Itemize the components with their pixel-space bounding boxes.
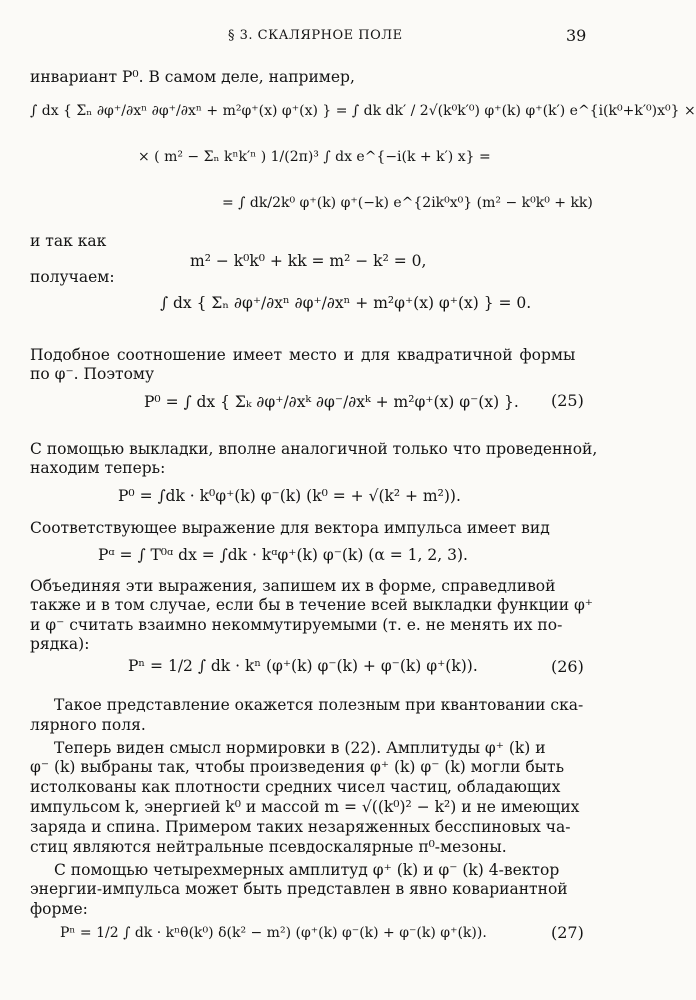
text-line: Подобное соотношение имеет место и для квадратичной формы	[30, 346, 576, 364]
text-line: лярного поля.	[30, 716, 146, 734]
text-line: Теперь виден смысл нормировки в (22). Амплитуды φ⁺ (k) и	[54, 739, 546, 757]
text-line: получаем:	[30, 268, 115, 286]
text-line: С помощью выкладки, вполне аналогичной только что проведенной,	[30, 440, 598, 458]
text-line: импульсом k, энергией k⁰ и массой m = √((k⁰)² − k²) и не имеющих	[30, 798, 580, 816]
text-line: и так как	[30, 232, 107, 250]
text-line: заряда и спина. Примером таких незаряженных бесспиновых ча-	[30, 818, 571, 836]
equation-p0: P⁰ = ∫dk · k⁰φ⁺(k) φ⁻(k) (k⁰ = + √(k² + m²)).	[118, 487, 461, 505]
text-line: истолкованы как плотности средних чисел частиц, обладающих	[30, 778, 561, 796]
text-line: Объединяя эти выражения, запишем их в форме, справедливой	[30, 577, 556, 595]
running-header	[0, 26, 624, 48]
text-line: φ⁻ (k) выбраны так, чтобы произведения φ⁺ (k) φ⁻ (k) могли быть	[30, 758, 565, 776]
text-line: по φ⁻. Поэтому	[30, 365, 155, 383]
text-line: форме:	[30, 900, 88, 918]
text-line: рядка):	[30, 635, 90, 653]
text-line: находим теперь:	[30, 459, 166, 477]
equation-1c: = ∫ dk/2k⁰ φ⁺(k) φ⁺(−k) e^{2ik⁰x⁰} (m² − k⁰k⁰ + kk)	[222, 195, 593, 211]
section-title: § 3. СКАЛЯРНОЕ ПОЛЕ	[228, 28, 403, 43]
text-line: инвариант P⁰. В самом деле, например,	[30, 68, 355, 86]
equation-27: Pⁿ = 1/2 ∫ dk · kⁿθ(k⁰) δ(k² − m²) (φ⁺(k) φ⁻(k) + φ⁻(k) φ⁺(k)).	[60, 925, 487, 941]
equation-number: (25)	[551, 391, 584, 410]
equation-26: Pⁿ = 1/2 ∫ dk · kⁿ (φ⁺(k) φ⁻(k) + φ⁻(k) φ⁺(k)).	[128, 657, 478, 675]
equation-25: P⁰ = ∫ dx { Σₖ ∂φ⁺/∂xᵏ ∂φ⁻/∂xᵏ + m²φ⁺(x) φ⁻(x) }.	[144, 393, 519, 411]
equation-palpha: Pᵅ = ∫ T⁰ᵅ dx = ∫dk · kᵅφ⁺(k) φ⁻(k) (α = 1, 2, 3).	[98, 546, 468, 564]
text-line: также и в том случае, если бы в течение всей выкладки функции φ⁺	[30, 596, 593, 614]
equation-1b: × ( m² − Σₙ kⁿk′ⁿ ) 1/(2π)³ ∫ dx e^{−i(k + k′) x} =	[138, 149, 491, 165]
equation-2: m² − k⁰k⁰ + kk = m² − k² = 0,	[190, 252, 427, 270]
equation-number: (27)	[551, 923, 584, 942]
text-line: стиц являются нейтральные псевдоскалярные π⁰-мезоны.	[30, 838, 507, 856]
text-line: Соответствующее выражение для вектора импульса имеет вид	[30, 519, 550, 537]
equation-number: (26)	[551, 657, 584, 676]
text-line: С помощью четырехмерных амплитуд φ⁺ (k) и φ⁻ (k) 4-вектор	[54, 861, 560, 879]
text-line: энергии-импульса может быть представлен в явно ковариантной	[30, 880, 568, 898]
equation-3: ∫ dx { Σₙ ∂φ⁺/∂xⁿ ∂φ⁺/∂xⁿ + m²φ⁺(x) φ⁺(x) } = 0.	[160, 294, 532, 312]
text-line: и φ⁻ считать взаимно некоммутируемыми (т. е. не менять их по-	[30, 616, 563, 634]
equation-1a: ∫ dx { Σₙ ∂φ⁺/∂xⁿ ∂φ⁺/∂xⁿ + m²φ⁺(x) φ⁺(x) } = ∫ dk dk′ / 2√(k⁰k′⁰) φ⁺(k) φ⁺(k′) e^{i(k⁰+k′⁰)x⁰} ×	[30, 103, 696, 119]
page-number: 39	[566, 26, 587, 45]
text-line: Такое представление окажется полезным при квантовании ска-	[54, 696, 584, 714]
